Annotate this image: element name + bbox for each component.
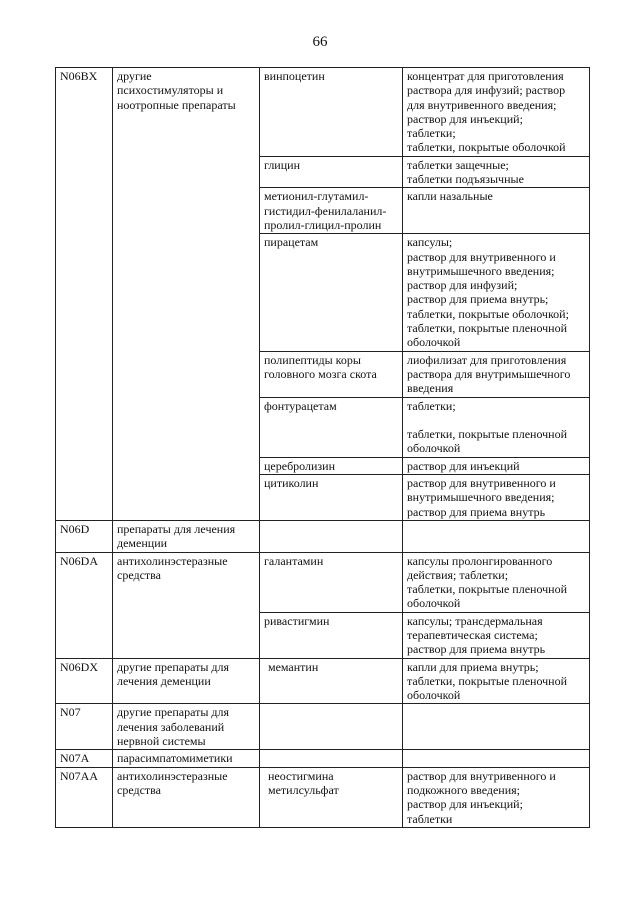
page-number: 66 (312, 34, 328, 50)
drug-name: пирацетам (260, 234, 403, 351)
drug-name: ривастигмин (260, 612, 403, 658)
table-row (56, 552, 590, 612)
drug-table (55, 67, 590, 828)
dosage-forms: капли для приема внутрь; таблетки, покрытые пленочной оболочкой (403, 658, 590, 704)
drug-name: цитиколин (260, 475, 403, 521)
dosage-forms (403, 704, 590, 750)
drug-name: глицин (260, 156, 403, 188)
atc-group: другие препараты для лечения заболеваний нервной системы (113, 704, 260, 750)
dosage-forms: таблетки защечные; таблетки подъязычные (403, 156, 590, 188)
dosage-forms: капсулы; раствор для внутривенного и внутримышечного введения; раствор для инфузий; раствор для приема внутрь; таблетки, покрытые оболочкой; таблетки, покрытые пленочной оболочкой (403, 234, 590, 351)
atc-code: N06DX (56, 658, 113, 704)
dosage-forms: капсулы пролонгированного действия; таблетки; таблетки, покрытые пленочной оболочкой (403, 552, 590, 612)
table-row (56, 704, 590, 750)
drug-name: полипептиды коры головного мозга скота (260, 351, 403, 397)
table-row (56, 658, 590, 704)
atc-group: антихолинэстеразные средства (113, 767, 260, 827)
drug-name: винпоцетин (260, 68, 403, 157)
drug-name: неостигмина метилсульфат (260, 767, 403, 827)
atc-code: N07 (56, 704, 113, 750)
dosage-forms: лиофилизат для приготовления раствора для внутримышечного введения (403, 351, 590, 397)
drug-name: галантамин (260, 552, 403, 612)
atc-group: антихолинэстеразные средства (113, 552, 260, 658)
dosage-forms (403, 520, 590, 552)
table-row (56, 68, 590, 157)
dosage-forms (403, 750, 590, 767)
atc-code: N06D (56, 520, 113, 552)
dosage-forms: раствор для инъекций (403, 457, 590, 474)
drug-name: мемантин (260, 658, 403, 704)
dosage-forms: капли назальные (403, 188, 590, 234)
dosage-forms: капсулы; трансдермальная терапевтическая система; раствор для приема внутрь (403, 612, 590, 658)
table-row (56, 767, 590, 827)
drug-name: церебролизин (260, 457, 403, 474)
dosage-forms: концентрат для приготовления раствора для инфузий; раствор для внутривенного введения; раствор для инъекций; таблетки; таблетки, покрытые оболочкой (403, 68, 590, 157)
dosage-forms: таблетки; таблетки, покрытые пленочной оболочкой (403, 397, 590, 457)
atc-group: препараты для лечения деменции (113, 520, 260, 552)
atc-group: другие психостимуляторы и ноотропные препараты (113, 68, 260, 521)
drug-name (260, 750, 403, 767)
atc-code: N06BX (56, 68, 113, 521)
table-row (56, 750, 590, 767)
atc-code: N07AA (56, 767, 113, 827)
drug-name (260, 520, 403, 552)
atc-group: парасимпатомиметики (113, 750, 260, 767)
table-row (56, 520, 590, 552)
atc-group: другие препараты для лечения деменции (113, 658, 260, 704)
drug-name (260, 704, 403, 750)
atc-code: N07A (56, 750, 113, 767)
drug-name: метионил-глутамил- гистидил-фенилаланил- пролил-глицил-пролин (260, 188, 403, 234)
drug-name: фонтурацетам (260, 397, 403, 457)
dosage-forms: раствор для внутривенного и внутримышечного введения; раствор для приема внутрь (403, 475, 590, 521)
atc-code: N06DA (56, 552, 113, 658)
dosage-forms: раствор для внутривенного и подкожного введения; раствор для инъекций; таблетки (403, 767, 590, 827)
